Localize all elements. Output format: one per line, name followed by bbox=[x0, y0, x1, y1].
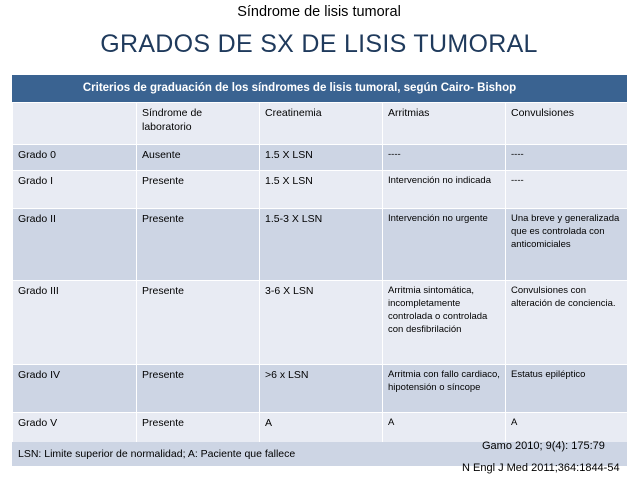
creatinemia-cell: 1.5 X LSN bbox=[260, 171, 383, 209]
table-row bbox=[13, 413, 628, 443]
header-cell-arritmias: Arritmias bbox=[383, 103, 506, 145]
arritmias-cell: Intervención no urgente bbox=[383, 209, 506, 281]
grade-cell: Grado III bbox=[13, 281, 137, 365]
lab-cell: Presente bbox=[137, 281, 260, 365]
arritmias-cell: Arritmia sintomática, incompletamente controlada o controlada con desfibrilación bbox=[383, 281, 506, 365]
lab-cell: Ausente bbox=[137, 145, 260, 171]
arritmias-cell: A bbox=[383, 413, 506, 443]
grade-cell: Grado II bbox=[13, 209, 137, 281]
convulsiones-cell: Convulsiones con alteración de conciencia. bbox=[506, 281, 628, 365]
creatinemia-cell: 3-6 X LSN bbox=[260, 281, 383, 365]
convulsiones-cell: Una breve y generalizada que es controlada con anticomiciales bbox=[506, 209, 628, 281]
slide-title: GRADOS DE SX DE LISIS TUMORAL bbox=[100, 30, 538, 58]
table-row bbox=[13, 281, 628, 365]
lab-cell: Presente bbox=[137, 171, 260, 209]
table-legend: LSN: Limite superior de normalidad; A: Paciente que fallece bbox=[12, 442, 627, 466]
lab-cell: Presente bbox=[137, 413, 260, 443]
convulsiones-cell: ---- bbox=[506, 145, 628, 171]
lab-cell: Presente bbox=[137, 209, 260, 281]
arritmias-cell: Intervención no indicada bbox=[383, 171, 506, 209]
table-row bbox=[13, 365, 628, 413]
reference-nejm: N Engl J Med 2011;364:1844-54 bbox=[462, 462, 620, 474]
grade-cell: Grado IV bbox=[13, 365, 137, 413]
header-cell-convulsiones: Convulsiones bbox=[506, 103, 628, 145]
table-row bbox=[13, 171, 628, 209]
arritmias-cell: Arritmia con fallo cardiaco, hipotensión o síncope bbox=[383, 365, 506, 413]
grade-cell: Grado 0 bbox=[13, 145, 137, 171]
creatinemia-cell: A bbox=[260, 413, 383, 443]
reference-gamo: Gamo 2010; 9(4): 175:79 bbox=[482, 440, 605, 452]
creatinemia-cell: 1.5 X LSN bbox=[260, 145, 383, 171]
slide-subject: Síndrome de lisis tumoral bbox=[237, 4, 401, 20]
table-row bbox=[13, 209, 628, 281]
table-caption: Criterios de graduación de los síndromes de lisis tumoral, según Cairo- Bishop bbox=[12, 75, 627, 102]
convulsiones-cell: Estatus epiléptico bbox=[506, 365, 628, 413]
arritmias-cell: ---- bbox=[383, 145, 506, 171]
header-cell-lab: Síndrome de laboratorio bbox=[137, 103, 260, 145]
table-row bbox=[13, 145, 628, 171]
grade-cell: Grado V bbox=[13, 413, 137, 443]
creatinemia-cell: 1.5-3 X LSN bbox=[260, 209, 383, 281]
grade-cell: Grado I bbox=[13, 171, 137, 209]
convulsiones-cell: ---- bbox=[506, 171, 628, 209]
header-cell-empty bbox=[13, 103, 137, 145]
convulsiones-cell: A bbox=[506, 413, 628, 443]
creatinemia-cell: >6 x LSN bbox=[260, 365, 383, 413]
header-cell-creatinemia: Creatinemia bbox=[260, 103, 383, 145]
table-header-row bbox=[13, 103, 628, 145]
grading-table bbox=[12, 102, 628, 443]
lab-cell: Presente bbox=[137, 365, 260, 413]
